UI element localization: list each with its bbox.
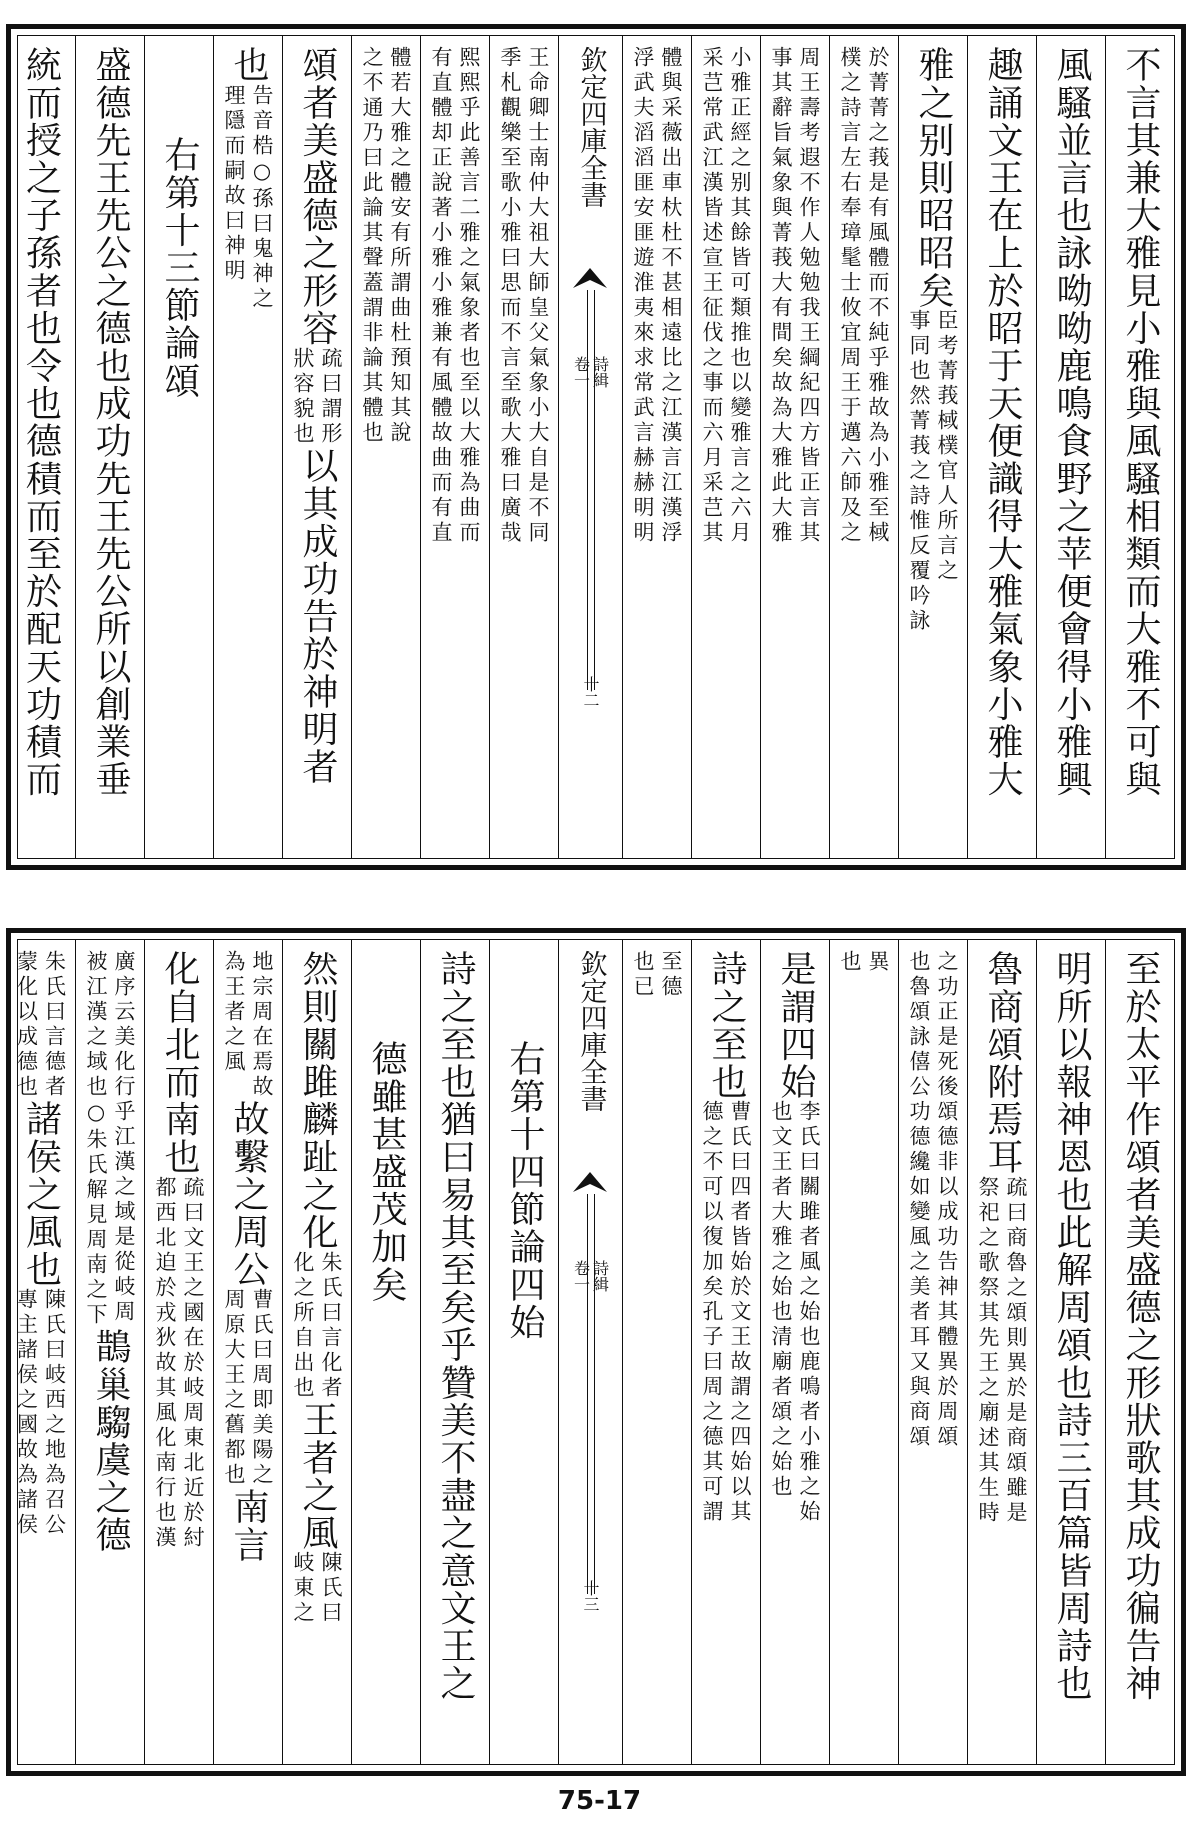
main-text: 也 <box>228 46 269 84</box>
main-text: 故繫之周公 <box>228 1100 269 1288</box>
commentary-text: 周王壽考遐不作人勉勉我王綱紀四方皆正言其 <box>797 46 821 546</box>
commentary-pair <box>15 950 67 1100</box>
text-column <box>760 940 829 1764</box>
commentary-text: 之不通乃曰此論其聲蓋謂非論其體也 <box>360 46 384 446</box>
main-text: 詩之至也猶曰易其至矣乎贊美不盡之意文王之 <box>435 950 476 1702</box>
commentary-pair <box>15 1288 67 1538</box>
commentary-pair <box>769 1100 821 1525</box>
commentary-pair <box>84 950 136 1328</box>
commentary-text: 為王者之風 <box>222 950 246 1075</box>
fishtail-mark <box>573 1172 607 1192</box>
commentary-text: 專主諸侯之國故為諸侯 <box>14 1288 39 1538</box>
commentary-text: 也文王者大雅之始也清廟者頌之始也 <box>769 1100 793 1501</box>
book-title: 欽定四庫全書 <box>575 46 607 208</box>
commentary-text: 李氏曰關雎者風之始也鹿鳴者小雅之始 <box>797 1100 821 1526</box>
center-fold <box>558 36 622 858</box>
text-column <box>691 940 760 1764</box>
chapter-text: 卷一 <box>571 1260 591 1292</box>
commentary-text: 體與采薇出車杕杜不甚相遠比之江漢言江漢浮 <box>659 46 683 546</box>
main-text: 明所以報神恩也此解周頌也詩三百篇皆周詩也 <box>1051 950 1092 1702</box>
commentary-text: 也已 <box>631 950 655 1000</box>
bottom-page-columns <box>14 939 1175 1765</box>
folio-number: 十三 <box>581 1580 600 1612</box>
commentary-text: 事同也然菁莪之詩惟反覆吟詠 <box>907 309 931 635</box>
bottom-page <box>6 928 1186 1776</box>
commentary-text: 蒙化以成德也 <box>14 950 39 1100</box>
text-column <box>829 36 898 858</box>
text-column <box>144 940 213 1764</box>
fold-line <box>587 1194 595 1594</box>
text-column <box>6 940 75 1764</box>
text-column <box>489 36 558 858</box>
commentary-pair <box>291 1551 343 1626</box>
text-column <box>6 36 75 858</box>
commentary-text: 祭祀之歌祭其先王之廟述其生時 <box>976 1175 1000 1526</box>
main-text: 至於太平作頌者美盛德之形狀歌其成功徧告神 <box>1120 950 1161 1702</box>
commentary-text: 岐東之 <box>291 1551 315 1627</box>
commentary-pair <box>907 950 959 1450</box>
commentary-text: 之功正是死後頌德非以成功告神其體異於周頌 <box>935 950 959 1450</box>
main-text: 詩之至也 <box>706 950 747 1101</box>
commentary-text: 廣序云美化行乎江漢之域是從岐周 <box>112 950 136 1325</box>
main-text: 盛德先王先公之德也成功先王先公所以創業垂 <box>90 46 131 798</box>
commentary-pair <box>907 309 959 634</box>
commentary-pair <box>631 46 683 546</box>
commentary-text: 疏曰文王之國在於岐周東北近於紂 <box>181 1175 205 1551</box>
commentary-pair <box>498 46 550 546</box>
commentary-text: 理隱而嗣故曰神明 <box>222 83 246 284</box>
commentary-text: 陳氏曰 <box>319 1551 343 1627</box>
commentary-text: 浮武夫滔滔匪安匪遊淮夷來求常武言赫赫明明 <box>631 46 655 546</box>
commentary-text: 化之所自出也 <box>291 1250 315 1401</box>
text-column <box>213 940 282 1764</box>
main-text: 風騷並言也詠呦呦鹿鳴食野之苹便會得小雅興 <box>1051 46 1092 798</box>
main-text: 魯商頌附焉耳 <box>982 950 1023 1176</box>
commentary-pair <box>360 46 412 446</box>
commentary-text: 熙熙乎此善言二雅之氣象者也至以大雅為曲而 <box>457 46 481 546</box>
commentary-pair <box>291 347 343 447</box>
top-page-columns <box>17 35 1175 859</box>
fold-line <box>587 290 595 690</box>
text-column <box>282 36 351 858</box>
commentary-pair <box>700 1100 752 1525</box>
text-column <box>351 36 420 858</box>
chapter-text: 詩緝 <box>590 1260 610 1292</box>
commentary-text: 朱氏曰言德者 <box>42 950 67 1100</box>
commentary-pair <box>429 46 481 546</box>
main-text: 右第十三節論頌 <box>159 136 200 400</box>
commentary-text: 朱氏曰言化者 <box>319 1250 343 1401</box>
main-text: 右第十四節論四始 <box>504 1040 545 1341</box>
chapter-label <box>573 356 609 388</box>
main-text: 雅之别則昭昭矣 <box>913 46 954 310</box>
text-column <box>691 36 760 858</box>
text-column <box>1036 940 1105 1764</box>
commentary-pair <box>631 950 683 1000</box>
commentary-pair <box>222 950 274 1100</box>
commentary-text: 都西北迫於戎狄故其風化南行也漢 <box>153 1175 177 1551</box>
main-text: 趣誦文王在上於昭于天便識得大雅氣象小雅大 <box>982 46 1023 798</box>
commentary-text: 王命卿士南仲大祖大師皇父氣象小大自是不同 <box>526 46 550 546</box>
main-text: 南言 <box>228 1488 269 1564</box>
top-page <box>6 24 1186 870</box>
text-column <box>420 36 489 858</box>
text-column <box>967 940 1036 1764</box>
main-text: 化自北而南也 <box>159 950 200 1176</box>
commentary-pair <box>222 1288 274 1488</box>
text-column <box>1105 36 1174 858</box>
commentary-pair <box>222 84 274 312</box>
text-column <box>622 940 691 1764</box>
main-text: 頌者美盛德之形容 <box>297 46 338 347</box>
commentary-text: 小雅正經之别其餘皆可類推也以變雅言之六月 <box>728 46 752 546</box>
commentary-text: 樸之詩言左右奉璋髦士攸宜周王于邁六師及之 <box>838 46 862 546</box>
commentary-pair <box>291 1251 343 1401</box>
commentary-text: 陳氏曰岐西之地為召公 <box>42 1288 67 1538</box>
commentary-text: 曹氏曰四者皆始於文王故謂之四始以其 <box>728 1100 752 1526</box>
commentary-text: 采芑常武江漢皆述宣王征伐之事而六月采芑其 <box>700 46 724 546</box>
text-column <box>420 940 489 1764</box>
text-column <box>898 36 967 858</box>
main-text: 統而授之子孫者也令也德積而至於配天功積而 <box>20 46 62 798</box>
commentary-text: 也魯頌詠僖公功德纔如變風之美者耳又與商頌 <box>907 950 931 1450</box>
commentary-pair <box>976 1176 1028 1526</box>
commentary-pair <box>153 1176 205 1551</box>
text-column <box>75 940 144 1764</box>
commentary-pair <box>838 950 890 975</box>
commentary-text: 疏曰商魯之頌則異於是商頌雖是 <box>1004 1175 1028 1526</box>
commentary-text: 體若大雅之體安有所謂曲杜預知其說 <box>388 46 412 446</box>
text-column <box>967 36 1036 858</box>
main-text: 不言其兼大雅見小雅與風騷相類而大雅不可與 <box>1120 46 1161 798</box>
book-title: 欽定四庫全書 <box>575 950 607 1112</box>
main-text: 鵲巢騶虞之德 <box>90 1328 131 1554</box>
commentary-pair <box>838 46 890 546</box>
chapter-text: 卷一 <box>571 356 591 388</box>
commentary-text: 狀容貌也 <box>291 346 315 447</box>
commentary-pair <box>700 46 752 546</box>
commentary-text: 地宗周在焉故 <box>250 950 274 1100</box>
main-text: 是謂四始 <box>775 950 816 1101</box>
commentary-text: 季札觀樂至歌小雅曰思而不言至歌大雅曰廣哉 <box>498 46 522 546</box>
commentary-text: 至德 <box>659 950 683 1000</box>
commentary-text: 也 <box>838 950 862 975</box>
text-column <box>489 940 558 1764</box>
commentary-text: 異 <box>866 950 890 975</box>
chapter-label <box>573 1260 609 1292</box>
commentary-text: 於菁菁之莪是有風體而不純乎雅故為小雅至棫 <box>866 46 890 546</box>
main-text: 然則關雎麟趾之化 <box>297 950 338 1251</box>
commentary-text: 被江漢之域也○朱氏解見周南之下 <box>84 950 108 1328</box>
text-column <box>898 940 967 1764</box>
page-number: 75-17 <box>557 1786 642 1816</box>
main-text: 王者之風 <box>297 1400 338 1552</box>
text-column <box>351 940 420 1764</box>
folio-number: 十二 <box>581 676 600 708</box>
text-column <box>760 36 829 858</box>
commentary-text: 有直體却正說著小雅小雅兼有風體故曲而有直 <box>429 46 453 546</box>
main-text: 諸侯之風也 <box>20 1100 62 1288</box>
main-text: 德雖甚盛茂加矣 <box>366 1040 407 1304</box>
fishtail-mark <box>573 268 607 288</box>
commentary-text: 臣考菁莪棫樸官人所言之 <box>935 309 959 585</box>
text-column <box>1105 940 1174 1764</box>
commentary-text: 周原大王之舊都也 <box>222 1288 246 1488</box>
main-text: 以其成功告於神明者 <box>297 446 338 786</box>
chapter-text: 詩緝 <box>590 356 610 388</box>
text-column <box>622 36 691 858</box>
commentary-text: 疏曰謂形 <box>319 346 343 447</box>
commentary-text: 事其辭旨氣象與菁莪大有間矣故為大雅此大雅 <box>769 46 793 546</box>
commentary-text: 德之不可以復加矣孔子曰周之德其可謂 <box>700 1100 724 1526</box>
text-column <box>1036 36 1105 858</box>
commentary-pair <box>769 46 821 546</box>
text-column <box>75 36 144 858</box>
text-column <box>282 940 351 1764</box>
commentary-text: 告音梏○孫曰鬼神之 <box>250 83 274 312</box>
text-column <box>144 36 213 858</box>
commentary-text: 曹氏曰周即美陽之 <box>250 1288 274 1488</box>
text-column <box>213 36 282 858</box>
center-fold <box>558 940 622 1764</box>
text-column <box>829 940 898 1764</box>
